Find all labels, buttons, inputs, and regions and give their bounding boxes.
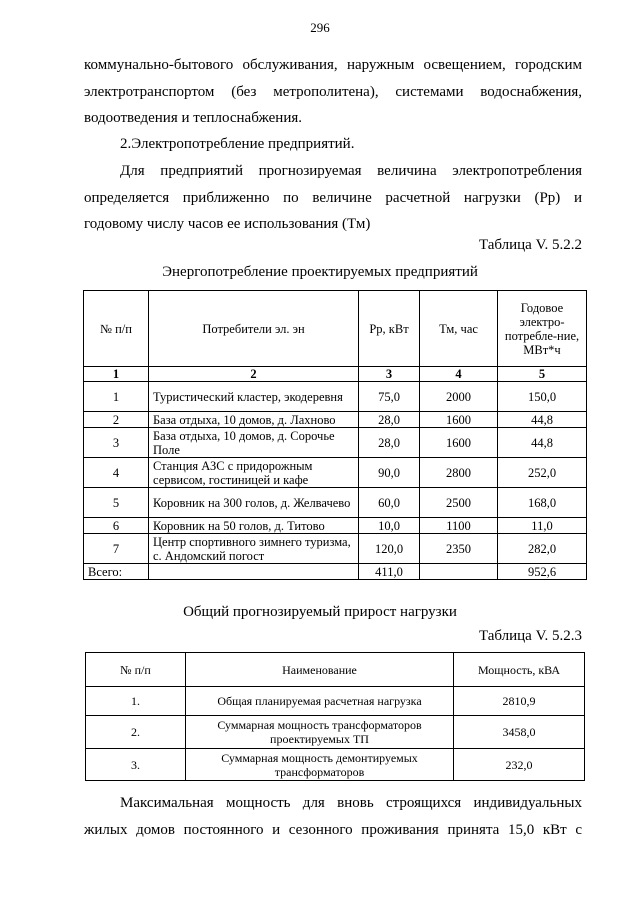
paragraph-line: жилых домов постоянного и сезонного проживания принята 15,0 кВт с — [84, 821, 582, 838]
table-row — [84, 412, 587, 428]
table-row — [84, 534, 587, 564]
power-value: 90,0 — [359, 458, 420, 488]
row-number: 1 — [84, 382, 149, 412]
consumer-name: База отдыха, 10 домов, д. Лахново — [149, 412, 359, 428]
consumer-name: Центр спортивного зимнего туризма, с. Андомский погост — [149, 534, 359, 564]
row-number: 4 — [84, 458, 149, 488]
total-power: 411,0 — [359, 564, 420, 580]
header-cell: № п/п — [84, 291, 149, 367]
consumer-name: База отдыха, 10 домов, д. Сорочье Поле — [149, 428, 359, 458]
header-cell: Рр, кВт — [359, 291, 420, 367]
power-value: 232,0 — [454, 749, 585, 781]
table-row — [84, 382, 587, 412]
total-empty-cell — [149, 564, 359, 580]
power-value: 75,0 — [359, 382, 420, 412]
total-row — [84, 564, 587, 580]
table-header-row — [84, 291, 587, 367]
intro-line: электротранспортом (без метрополитена), системами водоснабжения, — [84, 83, 582, 100]
hours-value: 2000 — [420, 382, 498, 412]
hours-value: 1100 — [420, 518, 498, 534]
power-value: 28,0 — [359, 412, 420, 428]
power-value: 60,0 — [359, 488, 420, 518]
consumer-name: Коровник на 50 голов, д. Титово — [149, 518, 359, 534]
column-number: 5 — [498, 367, 587, 382]
table1-label: Таблица V. 5.2.2 — [478, 237, 582, 253]
power-value: 3458,0 — [454, 716, 585, 749]
table-row — [86, 716, 585, 749]
row-number: 2 — [84, 412, 149, 428]
consumer-name: Туристический кластер, экодеревня — [149, 382, 359, 412]
section-paragraph — [84, 158, 582, 238]
table2-label: Таблица V. 5.2.3 — [478, 628, 582, 644]
energy-value: 44,8 — [498, 412, 587, 428]
header-cell: Наименование — [186, 653, 454, 687]
table-row — [84, 488, 587, 518]
row-number: 3. — [86, 749, 186, 781]
energy-value: 44,8 — [498, 428, 587, 458]
intro-paragraph — [84, 52, 582, 132]
consumption-table — [83, 290, 587, 580]
page-number: 296 — [310, 20, 330, 35]
column-number: 2 — [149, 367, 359, 382]
power-value: 28,0 — [359, 428, 420, 458]
intro-line: водоотведения и теплоснабжения. — [84, 110, 302, 126]
load-growth-table — [85, 652, 585, 781]
column-number: 3 — [359, 367, 420, 382]
hours-value: 1600 — [420, 412, 498, 428]
total-hours — [420, 564, 498, 580]
table2-title: Общий прогнозируемый прирост нагрузки — [183, 604, 457, 620]
power-value: 2810,9 — [454, 687, 585, 716]
header-cell: Потребители эл. эн — [149, 291, 359, 367]
header-cell: Мощность, кВА — [454, 653, 585, 687]
total-label: Всего: — [84, 564, 149, 580]
table-row — [86, 749, 585, 781]
paragraph-line: Для предприятий прогнозируемая величина электропотребления — [120, 163, 582, 179]
consumer-name: Станция АЗС с придорожным сервисом, гостиницей и кафе — [149, 458, 359, 488]
table-row — [84, 518, 587, 534]
table-row — [84, 458, 587, 488]
row-number: 7 — [84, 534, 149, 564]
row-number: 6 — [84, 518, 149, 534]
energy-value: 252,0 — [498, 458, 587, 488]
table-header-row — [86, 653, 585, 687]
item-name: Суммарная мощность демонтируемых трансформаторов — [186, 749, 454, 781]
section-heading: 2.Электропотребление предприятий. — [120, 136, 355, 152]
energy-value: 150,0 — [498, 382, 587, 412]
header-cell: № п/п — [86, 653, 186, 687]
paragraph-line: определяется приближенно по величине расчетной нагрузки (Рр) и — [84, 189, 582, 206]
hours-value: 2500 — [420, 488, 498, 518]
total-energy: 952,6 — [498, 564, 587, 580]
power-value: 120,0 — [359, 534, 420, 564]
paragraph-line: годовому числу часов ее использования (Тм) — [84, 216, 371, 232]
intro-line: коммунально-бытового обслуживания, наружным освещением, городским — [84, 57, 582, 73]
closing-paragraph — [84, 790, 582, 843]
table1-title: Энергопотребление проектируемых предприятий — [162, 264, 478, 280]
header-cell: Годовое электро-потребле-ние, МВт*ч — [498, 291, 587, 367]
energy-value: 11,0 — [498, 518, 587, 534]
row-number: 1. — [86, 687, 186, 716]
table-row — [84, 428, 587, 458]
power-value: 10,0 — [359, 518, 420, 534]
column-number: 1 — [84, 367, 149, 382]
table-row — [86, 687, 585, 716]
column-number-row — [84, 367, 587, 382]
energy-value: 168,0 — [498, 488, 587, 518]
column-number: 4 — [420, 367, 498, 382]
row-number: 2. — [86, 716, 186, 749]
hours-value: 1600 — [420, 428, 498, 458]
hours-value: 2350 — [420, 534, 498, 564]
item-name: Суммарная мощность трансформаторов проектируемых ТП — [186, 716, 454, 749]
row-number: 5 — [84, 488, 149, 518]
paragraph-line: Максимальная мощность для вновь строящихся индивидуальных — [120, 795, 582, 811]
consumer-name: Коровник на 300 голов, д. Желвачево — [149, 488, 359, 518]
energy-value: 282,0 — [498, 534, 587, 564]
item-name: Общая планируемая расчетная нагрузка — [186, 687, 454, 716]
hours-value: 2800 — [420, 458, 498, 488]
header-cell: Тм, час — [420, 291, 498, 367]
row-number: 3 — [84, 428, 149, 458]
